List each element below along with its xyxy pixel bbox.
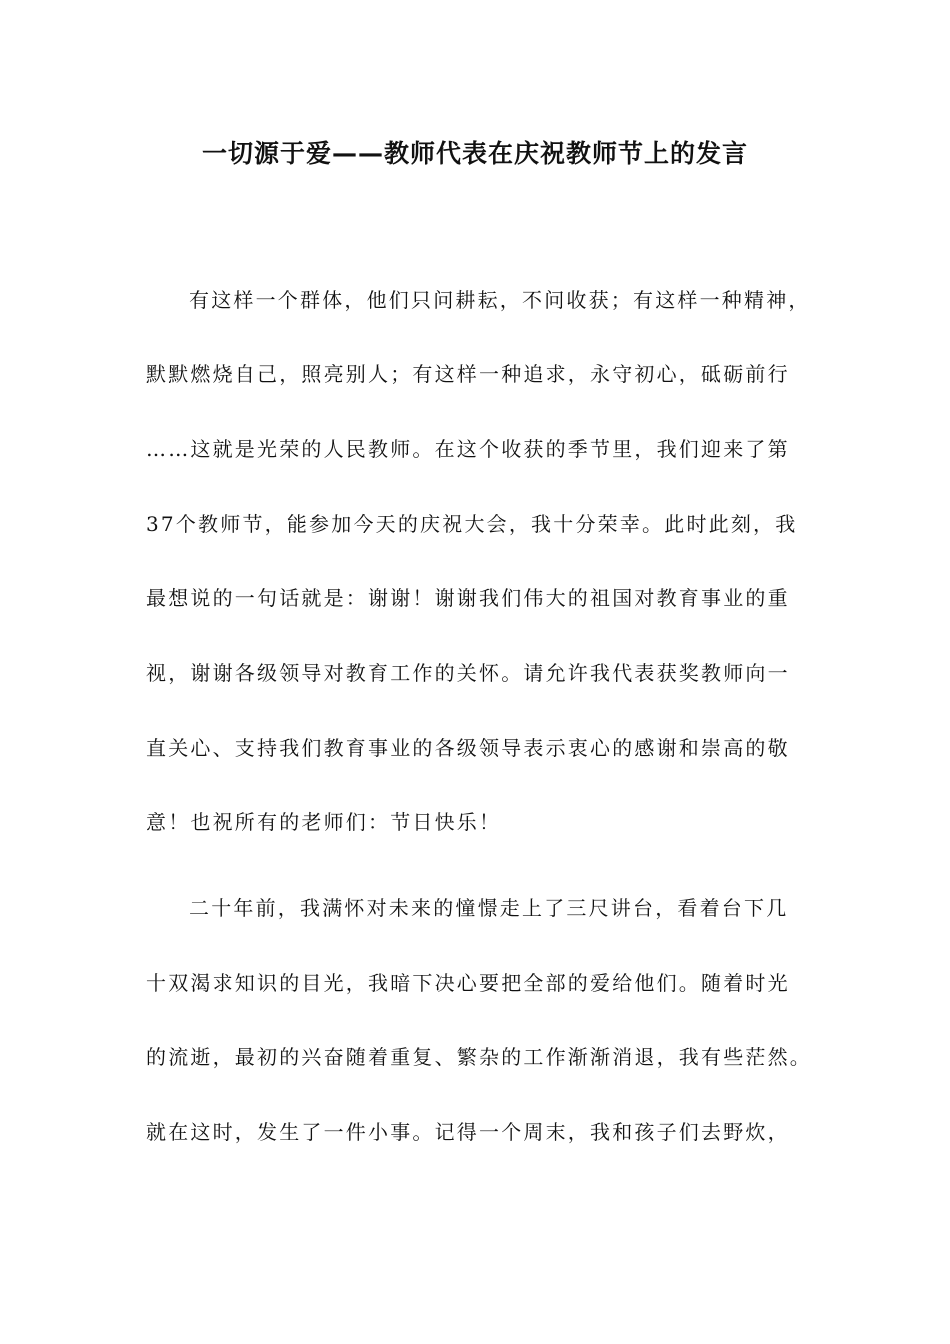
- paragraph-1-line-1: 有这样一个群体，他们只问耕耘，不问收获；有这样一种精神，: [189, 288, 811, 312]
- paragraph-1-line-5: 最想说的一句话就是：谢谢！谢谢我们伟大的祖国对教育事业的重: [146, 586, 790, 610]
- document-title: 一切源于爱——教师代表在庆祝教师节上的发言: [201, 139, 748, 168]
- paragraph-1-line-7: 直关心、支持我们教育事业的各级领导表示衷心的感谢和崇高的敬: [146, 736, 790, 760]
- paragraph-2-line-3: 的流逝，最初的兴奋随着重复、繁杂的工作渐渐消退，我有些茫然。: [146, 1045, 812, 1069]
- paragraph-2-line-1: 二十年前，我满怀对未来的憧憬走上了三尺讲台，看着台下几: [189, 896, 789, 920]
- paragraph-2-line-4: 就在这时，发生了一件小事。记得一个周末，我和孩子们去野炊，: [146, 1120, 790, 1144]
- paragraph-1-line-4: 37个教师节，能参加今天的庆祝大会，我十分荣幸。此时此刻，我: [146, 512, 798, 536]
- paragraph-1-line-8: 意！也祝所有的老师们：节日快乐！: [146, 810, 502, 834]
- paragraph-2-line-2: 十双渴求知识的目光，我暗下决心要把全部的爱给他们。随着时光: [146, 971, 790, 995]
- paragraph-1-line-6: 视，谢谢各级领导对教育工作的关怀。请允许我代表获奖教师向一: [146, 661, 790, 685]
- paragraph-1-line-3: ……这就是光荣的人民教师。在这个收获的季节里，我们迎来了第: [146, 437, 790, 461]
- paragraph-1-line-2: 默默燃烧自己，照亮别人；有这样一种追求，永守初心，砥砺前行: [146, 362, 790, 386]
